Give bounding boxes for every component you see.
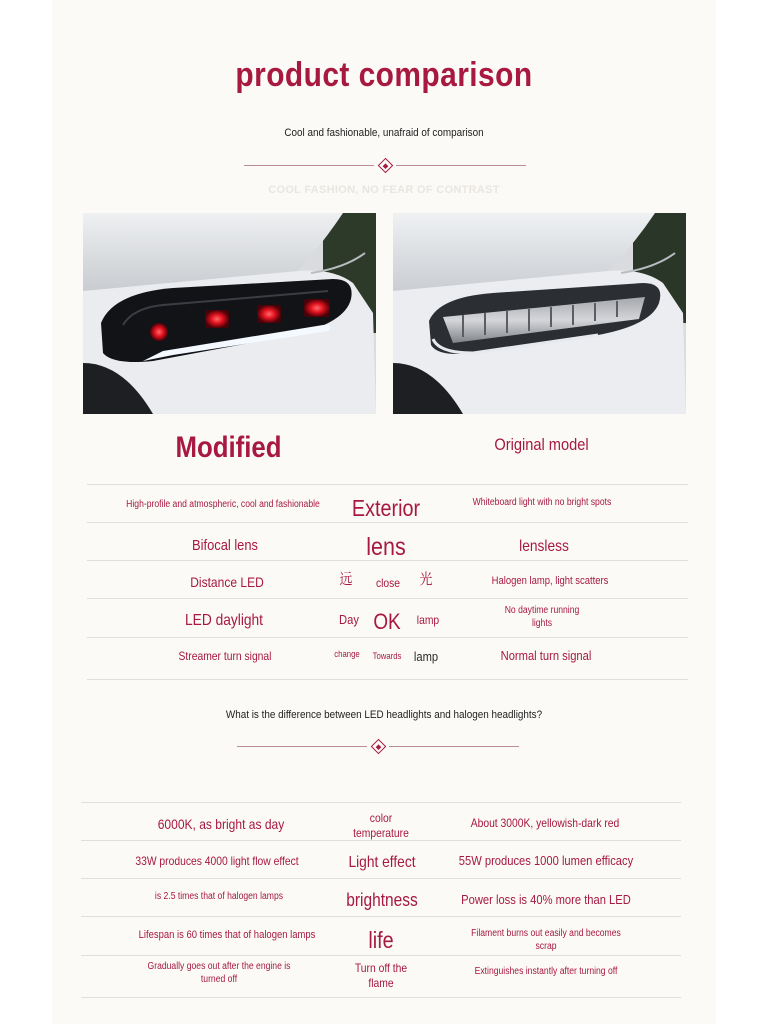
brightness-label: brightness [346, 890, 418, 910]
lamp-label: lamp [416, 613, 440, 627]
divider-ornament [244, 159, 526, 171]
page-subtitle: Cool and fashionable, unafraid of comparison [284, 127, 484, 139]
led-lifespan-text: Lifespan is 60 times that of halogen lamps [138, 929, 316, 941]
original-beam-text: Halogen lamp, light scatters [491, 575, 609, 587]
modified-exterior-text: High-profile and atmospheric, cool and fashionable [126, 499, 320, 510]
halogen-brightness-text: Power loss is 40% more than LED [461, 892, 631, 907]
towards-label: Towards [372, 651, 402, 661]
led-brightness-text: is 2.5 times that of halogen lamps [154, 891, 284, 902]
led-color-temp-text: 6000K, as bright as day [157, 816, 285, 832]
page-title: product comparison [235, 56, 533, 94]
row-divider [87, 598, 688, 599]
original-heading: Original model [494, 435, 589, 454]
exterior-label: Exterior [351, 495, 421, 521]
change-label: change [334, 649, 360, 659]
row-divider [87, 484, 688, 485]
original-exterior-text: Whiteboard light with no bright spots [472, 497, 612, 508]
row-divider [81, 878, 681, 879]
halogen-shutoff-text: Extinguishes instantly after turning off [474, 966, 618, 977]
original-lens-text: lensless [519, 538, 569, 555]
life-label: life [368, 927, 394, 953]
led-light-effect-text: 33W produces 4000 light flow effect [135, 854, 299, 868]
close-label: close [375, 576, 401, 590]
far-char: 远 [339, 571, 353, 588]
light-char: 光 [419, 571, 433, 588]
modified-daylight-text: LED daylight [184, 612, 264, 629]
turn-off-label-line1: Turn off the [354, 961, 408, 975]
lamp-label-2: lamp [413, 649, 439, 664]
row-divider [81, 916, 681, 917]
modified-beam-text: Distance LED [190, 574, 264, 590]
original-daylight-line1: No daytime running [504, 605, 580, 616]
watermark-text: COOL FASHION, NO FEAR OF CONTRAST [268, 184, 500, 196]
modified-headlight-photo [83, 213, 376, 414]
row-divider [81, 802, 681, 803]
row-divider [87, 637, 688, 638]
divider-ornament-2 [237, 740, 519, 752]
color-temp-label-line1: color [369, 811, 393, 825]
original-headlight-photo [393, 213, 686, 414]
light-effect-label: Light effect [348, 854, 416, 871]
lens-label: lens [366, 533, 406, 561]
halogen-light-effect-text: 55W produces 1000 lumen efficacy [458, 853, 634, 868]
modified-turn-signal-text: Streamer turn signal [178, 649, 272, 663]
modified-heading: Modified [175, 431, 282, 464]
ok-label: OK [373, 609, 401, 634]
diamond-icon [371, 739, 387, 755]
modified-lens-text: Bifocal lens [192, 537, 258, 554]
original-daylight-line2: lights [531, 618, 553, 629]
halogen-lifespan-text: Filament burns out easily and becomes scrap [471, 928, 621, 952]
diamond-icon [378, 158, 394, 174]
row-divider [87, 679, 688, 680]
comparison-question: What is the difference between LED headlights and halogen headlights? [225, 709, 543, 721]
color-temp-label-line2: temperature [353, 826, 409, 840]
original-turn-signal-text: Normal turn signal [500, 648, 592, 663]
row-divider [81, 997, 681, 998]
day-label: Day [339, 612, 359, 627]
row-divider [81, 955, 681, 956]
led-shutoff-line2: turned off [200, 974, 238, 985]
turn-off-label-line2: flame [368, 976, 394, 990]
halogen-color-temp-text: About 3000K, yellowish-dark red [470, 816, 620, 830]
led-shutoff-line1: Gradually goes out after the engine is [147, 961, 291, 972]
